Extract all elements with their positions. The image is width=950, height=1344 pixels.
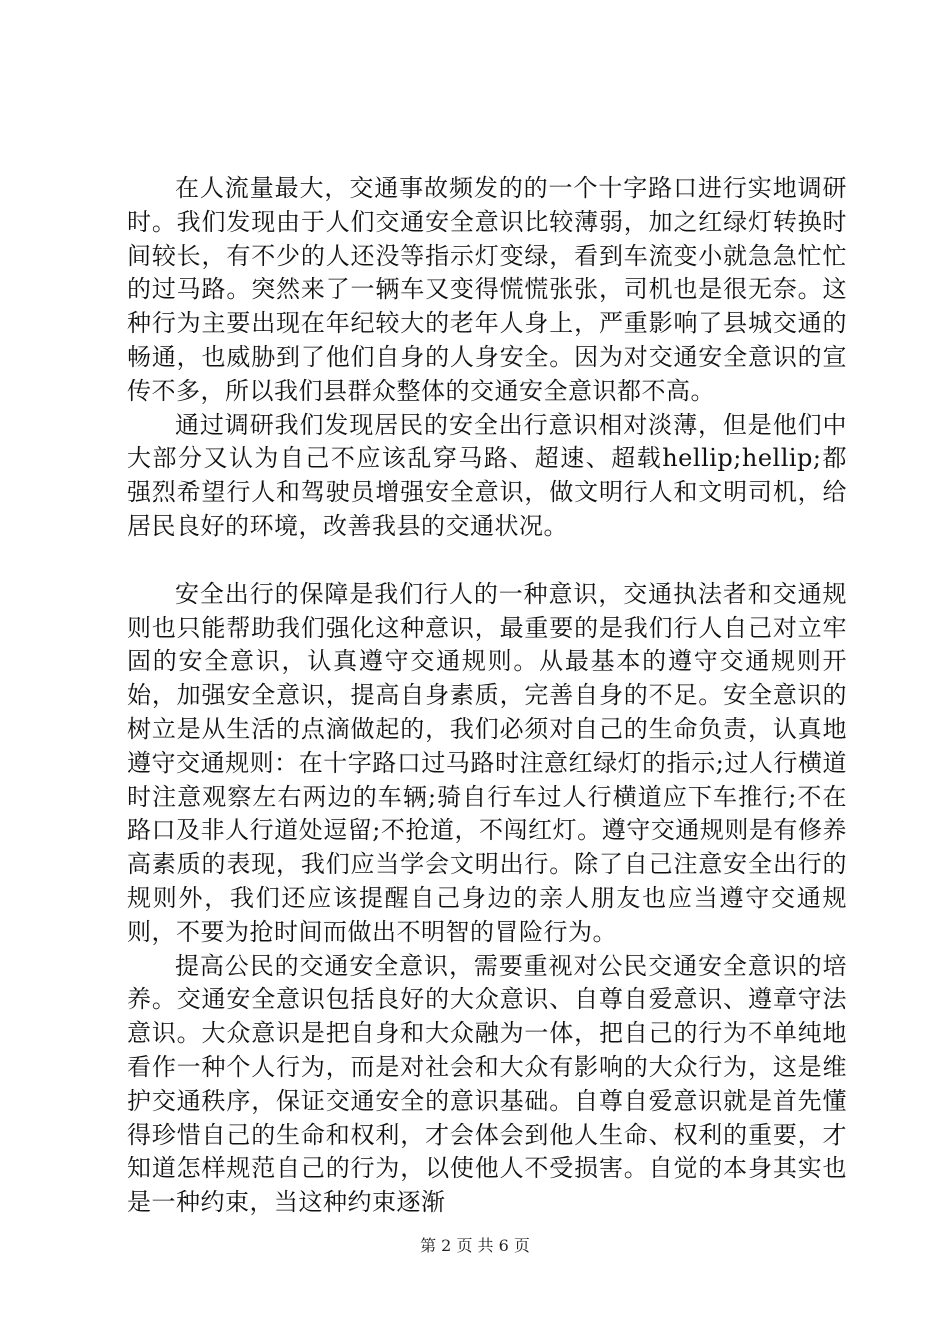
paragraph-field-survey: 在人流量最大，交通事故频发的的一个十字路口进行实地调研时。我们发现由于人们交通安全意识比较薄弱，加之红绿灯转换时间较长，有不少的人还没等指示灯变绿，看到车流变小就急急忙忙的过马路。突然来了一辆车又变得慌慌张张，司机也是很无奈。这种行为主要出现在年纪较大的老年人身上，严重影响了县城交通的畅通，也威胁到了他们自身的人身安全。因为对交通安全意识的宣传不多，所以我们县群众整体的交通安全意识都不高。 <box>127 174 847 405</box>
paragraph-safety-awareness: 安全出行的保障是我们行人的一种意识，交通执法者和交通规则也只能帮助我们强化这种意识，最重要的是我们行人自己对立牢固的安全意识，认真遵守交通规则。从最基本的遵守交通规则开始，加强安全意识，提高自身素质，完善自身的不足。安全意识的树立是从生活的点滴做起的，我们必须对自己的生命负责，认真地遵守交通规则：在十字路口过马路时注意红绿灯的指示;过人行横道时注意观察左右两边的车辆;骑自行车过人行横道应下车推行;不在路口及非人行道处逗留;不抢道，不闯红灯。遵守交通规则是有修养高素质的表现，我们应当学会文明出行。除了自己注意安全出行的规则外，我们还应该提醒自己身边的亲人朋友也应当遵守交通规则，不要为抢时间而做出不明智的冒险行为。 <box>127 579 847 946</box>
paragraph-spacer <box>127 544 847 578</box>
page-number-footer: 第 2 页 共 6 页 <box>420 1236 530 1255</box>
paragraph-survey-findings: 通过调研我们发现居民的安全出行意识相对淡薄，但是他们中大部分又认为自己不应该乱穿马路、超速、超载hellip;hellip;都强烈希望行人和驾驶员增强安全意识，做文明行人和文明司机，给居民良好的环境，改善我县的交通状况。 <box>127 410 847 540</box>
document-body <box>127 172 847 1220</box>
paragraph-public-awareness: 提高公民的交通安全意识，需要重视对公民交通安全意识的培养。交通安全意识包括良好的大众意识、自尊自爱意识、遵章守法意识。大众意识是把自身和大众融为一体，把自己的行为不单纯地看作一种个人行为，而是对社会和大众有影响的大众行为，这是维护交通秩序，保证交通安全的意识基础。自尊自爱意识就是首先懂得珍惜自己的生命和权利，才会体会到他人生命、权利的重要，才知道怎样规范自己的行为，以使他人不受损害。自觉的本身其实也是一种约束，当这种约束逐渐 <box>127 951 847 1217</box>
